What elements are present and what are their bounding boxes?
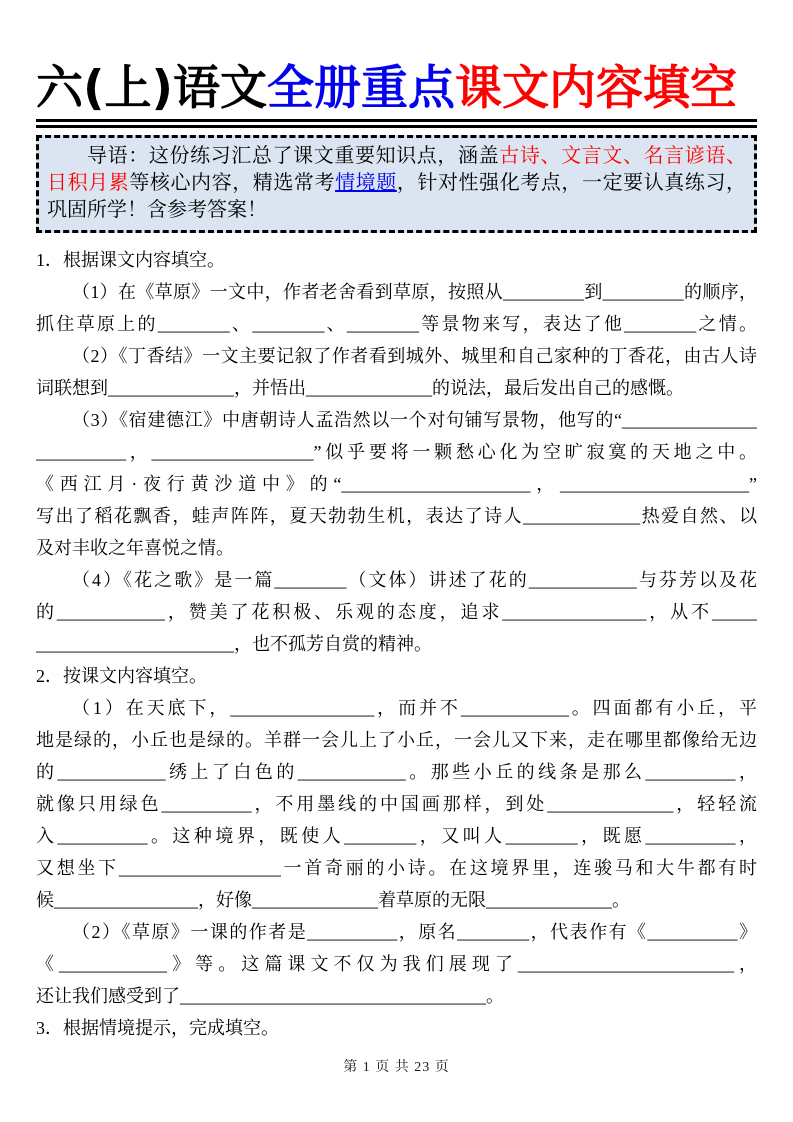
title-double-rule <box>36 119 757 128</box>
section-2-heading: 2．按课文内容填空。 <box>36 666 207 687</box>
section-3-heading: 3．根据情境提示，完成填空。 <box>36 1018 279 1039</box>
intro-text: 等核心内容，精选常考 <box>129 172 336 195</box>
situational-question-link[interactable]: 情境题 <box>335 172 397 195</box>
section-1-heading: 1．根据课文内容填空。 <box>36 250 225 271</box>
worksheet-body <box>36 244 757 1044</box>
q2-2-line: 《____________》等。这篇课文不仅为我们展现了________________________， <box>36 954 757 975</box>
q1-2-line: 词联想到______________，并悟出______________的说法，最后发出自己的感慨。 <box>36 378 684 399</box>
q1-3-line: 及对丰收之年喜悦之情。 <box>36 538 234 559</box>
title-segment-scope: 全册重点 <box>266 61 455 116</box>
intro-text: ，针对性强化考点，一定要认真练习， <box>396 172 747 195</box>
q2-2-line: 还让我们感受到了__________________________________。 <box>36 986 504 1007</box>
q1-3-line: __________，__________________”似乎要将一颗愁心化为空旷寂寞的天地之中。 <box>36 442 757 463</box>
intro-text: 巩固所学！含参考答案！ <box>47 199 267 222</box>
intro-notice-box <box>36 135 757 233</box>
q1-3-line: 《西江月·夜行黄沙道中》的“_____________________，_____________________” <box>36 474 757 495</box>
title-segment-subject: 六(上)语文 <box>36 61 267 116</box>
q1-4-line: （4）《花之歌》是一篇________（文体）讲述了花的____________与芬芳以及花 <box>72 570 757 591</box>
q2-1-line: （1）在天底下，________________，而并不____________。四面都有小丘，平 <box>72 698 757 719</box>
q2-1-line: 的____________绣上了白色的____________。那些小丘的线条是那么__________， <box>36 762 757 783</box>
q1-3-line: 写出了稻花飘香，蛙声阵阵，夏天勃勃生机，表达了诗人_____________热爱自然、以 <box>36 506 757 527</box>
intro-line-2 <box>47 170 746 197</box>
q2-1-line: 又想坐下__________________一首奇丽的小诗。在这境界里，连骏马和大牛都有时 <box>36 858 757 879</box>
intro-highlight-accumulation: 日积月累 <box>47 172 130 195</box>
page-number-footer: 第 1 页 共 23 页 <box>343 1060 450 1075</box>
q2-2-line: （2）《草原》一课的作者是__________，原名________，代表作有《__________》 <box>72 922 757 943</box>
q1-2-line: （2）《丁香结》一文主要记叙了作者看到城外、城里和自己家种的丁香花，由古人诗 <box>72 346 757 367</box>
q2-1-line: 地是绿的，小丘也是绿的。羊群一会儿上了小丘，一会儿又下来，走在哪里都像给无边 <box>36 730 757 751</box>
q1-4-line: ______________________，也不孤芳自赏的精神。 <box>36 634 432 655</box>
q1-3-line: （3）《宿建德江》中唐朝诗人孟浩然以一个对句铺写景物，他写的“_______________ <box>72 410 757 431</box>
intro-line-3 <box>47 197 746 224</box>
q2-1-line: 候________________，好像______________着草原的无限______________。 <box>36 890 630 911</box>
worksheet-title <box>36 62 757 116</box>
q1-1-line: 抓住草原上的________、________、________等景物来写，表达了他________之情。 <box>36 314 757 335</box>
q2-1-line: 入__________。这种境界，既使人________，又叫人________，既愿__________， <box>36 826 757 847</box>
q1-4-line: 的____________，赞美了花积极、乐观的态度，追求________________，从不_____ <box>36 602 757 623</box>
page-content <box>0 62 793 1044</box>
intro-text: 导语：这份练习汇总了课文重要知识点，涵盖 <box>87 145 500 168</box>
q2-1-line: 就像只用绿色__________，不用墨线的中国画那样，到处______________，轻轻流 <box>36 794 757 815</box>
q1-1-line: （1）在《草原》一文中，作者老舍看到草原，按照从_________到_________的顺序， <box>72 282 757 303</box>
intro-line-1 <box>47 143 746 170</box>
title-segment-topic: 课文内容填空 <box>454 61 737 116</box>
intro-highlight-topics: 古诗、文言文、名言谚语、 <box>499 145 747 168</box>
